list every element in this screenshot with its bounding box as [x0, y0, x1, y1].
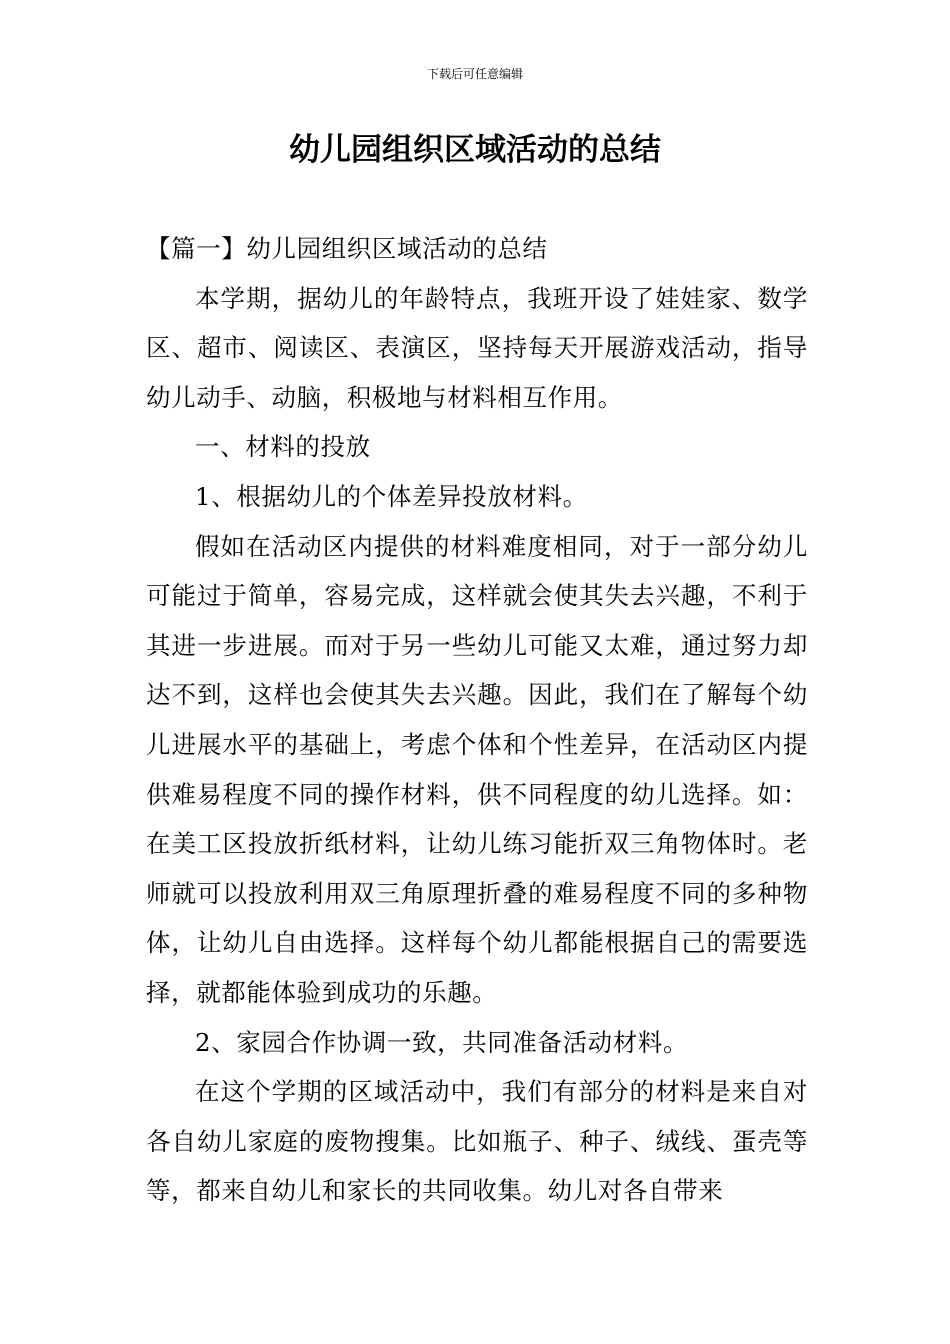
subheading-home-school-cooperation: 2、家园合作协调一致，共同准备活动材料。 [195, 1027, 689, 1057]
subheading-individual-differences: 1、根据幼儿的个体差异投放材料。 [195, 481, 588, 511]
page-header-note: 下载后可任意编辑 [426, 67, 523, 81]
document-title: 幼儿园组织区域活动的总结 [289, 132, 661, 168]
document-body [146, 224, 808, 1216]
section-heading: 【篇一】幼儿园组织区域活动的总结 [146, 234, 548, 263]
paragraph-individual-differences: 假如在活动区内提供的材料难度相同，对于一部分幼儿可能过于简单，容易完成，这样就会使其失去兴趣，不利于其进一步进展。而对于另一些幼儿可能又太难，通过努力却达不到，这样也会使其失去兴趣。因此，我们在了解每个幼儿进展水平的基础上，考虑个体和个性差异，在活动区内提供难易程度不同的操作材料，供不同程度的幼儿选择。如：在美工区投放折纸材料，让幼儿练习能折双三角物体时。老师就可以投放利用双三角原理折叠的难易程度不同的多种物体，让幼儿自由选择。这样每个幼儿都能根据自己的需要选择，就都能体验到成功的乐趣。 [146, 531, 808, 1007]
heading-materials: 一、材料的投放 [195, 432, 371, 462]
paragraph-intro: 本学期，据幼儿的年龄特点，我班开设了娃娃家、数学区、超市、阅读区、表演区，坚持每天开展游戏活动，指导幼儿动手、动脑，积极地与材料相互作用。 [146, 283, 808, 412]
paragraph-home-school-cooperation: 在这个学期的区域活动中，我们有部分的材料是来自对各自幼儿家庭的废物搜集。比如瓶子、种子、绒线、蛋壳等等，都来自幼儿和家长的共同收集。幼儿对各自带来 [146, 1077, 808, 1206]
